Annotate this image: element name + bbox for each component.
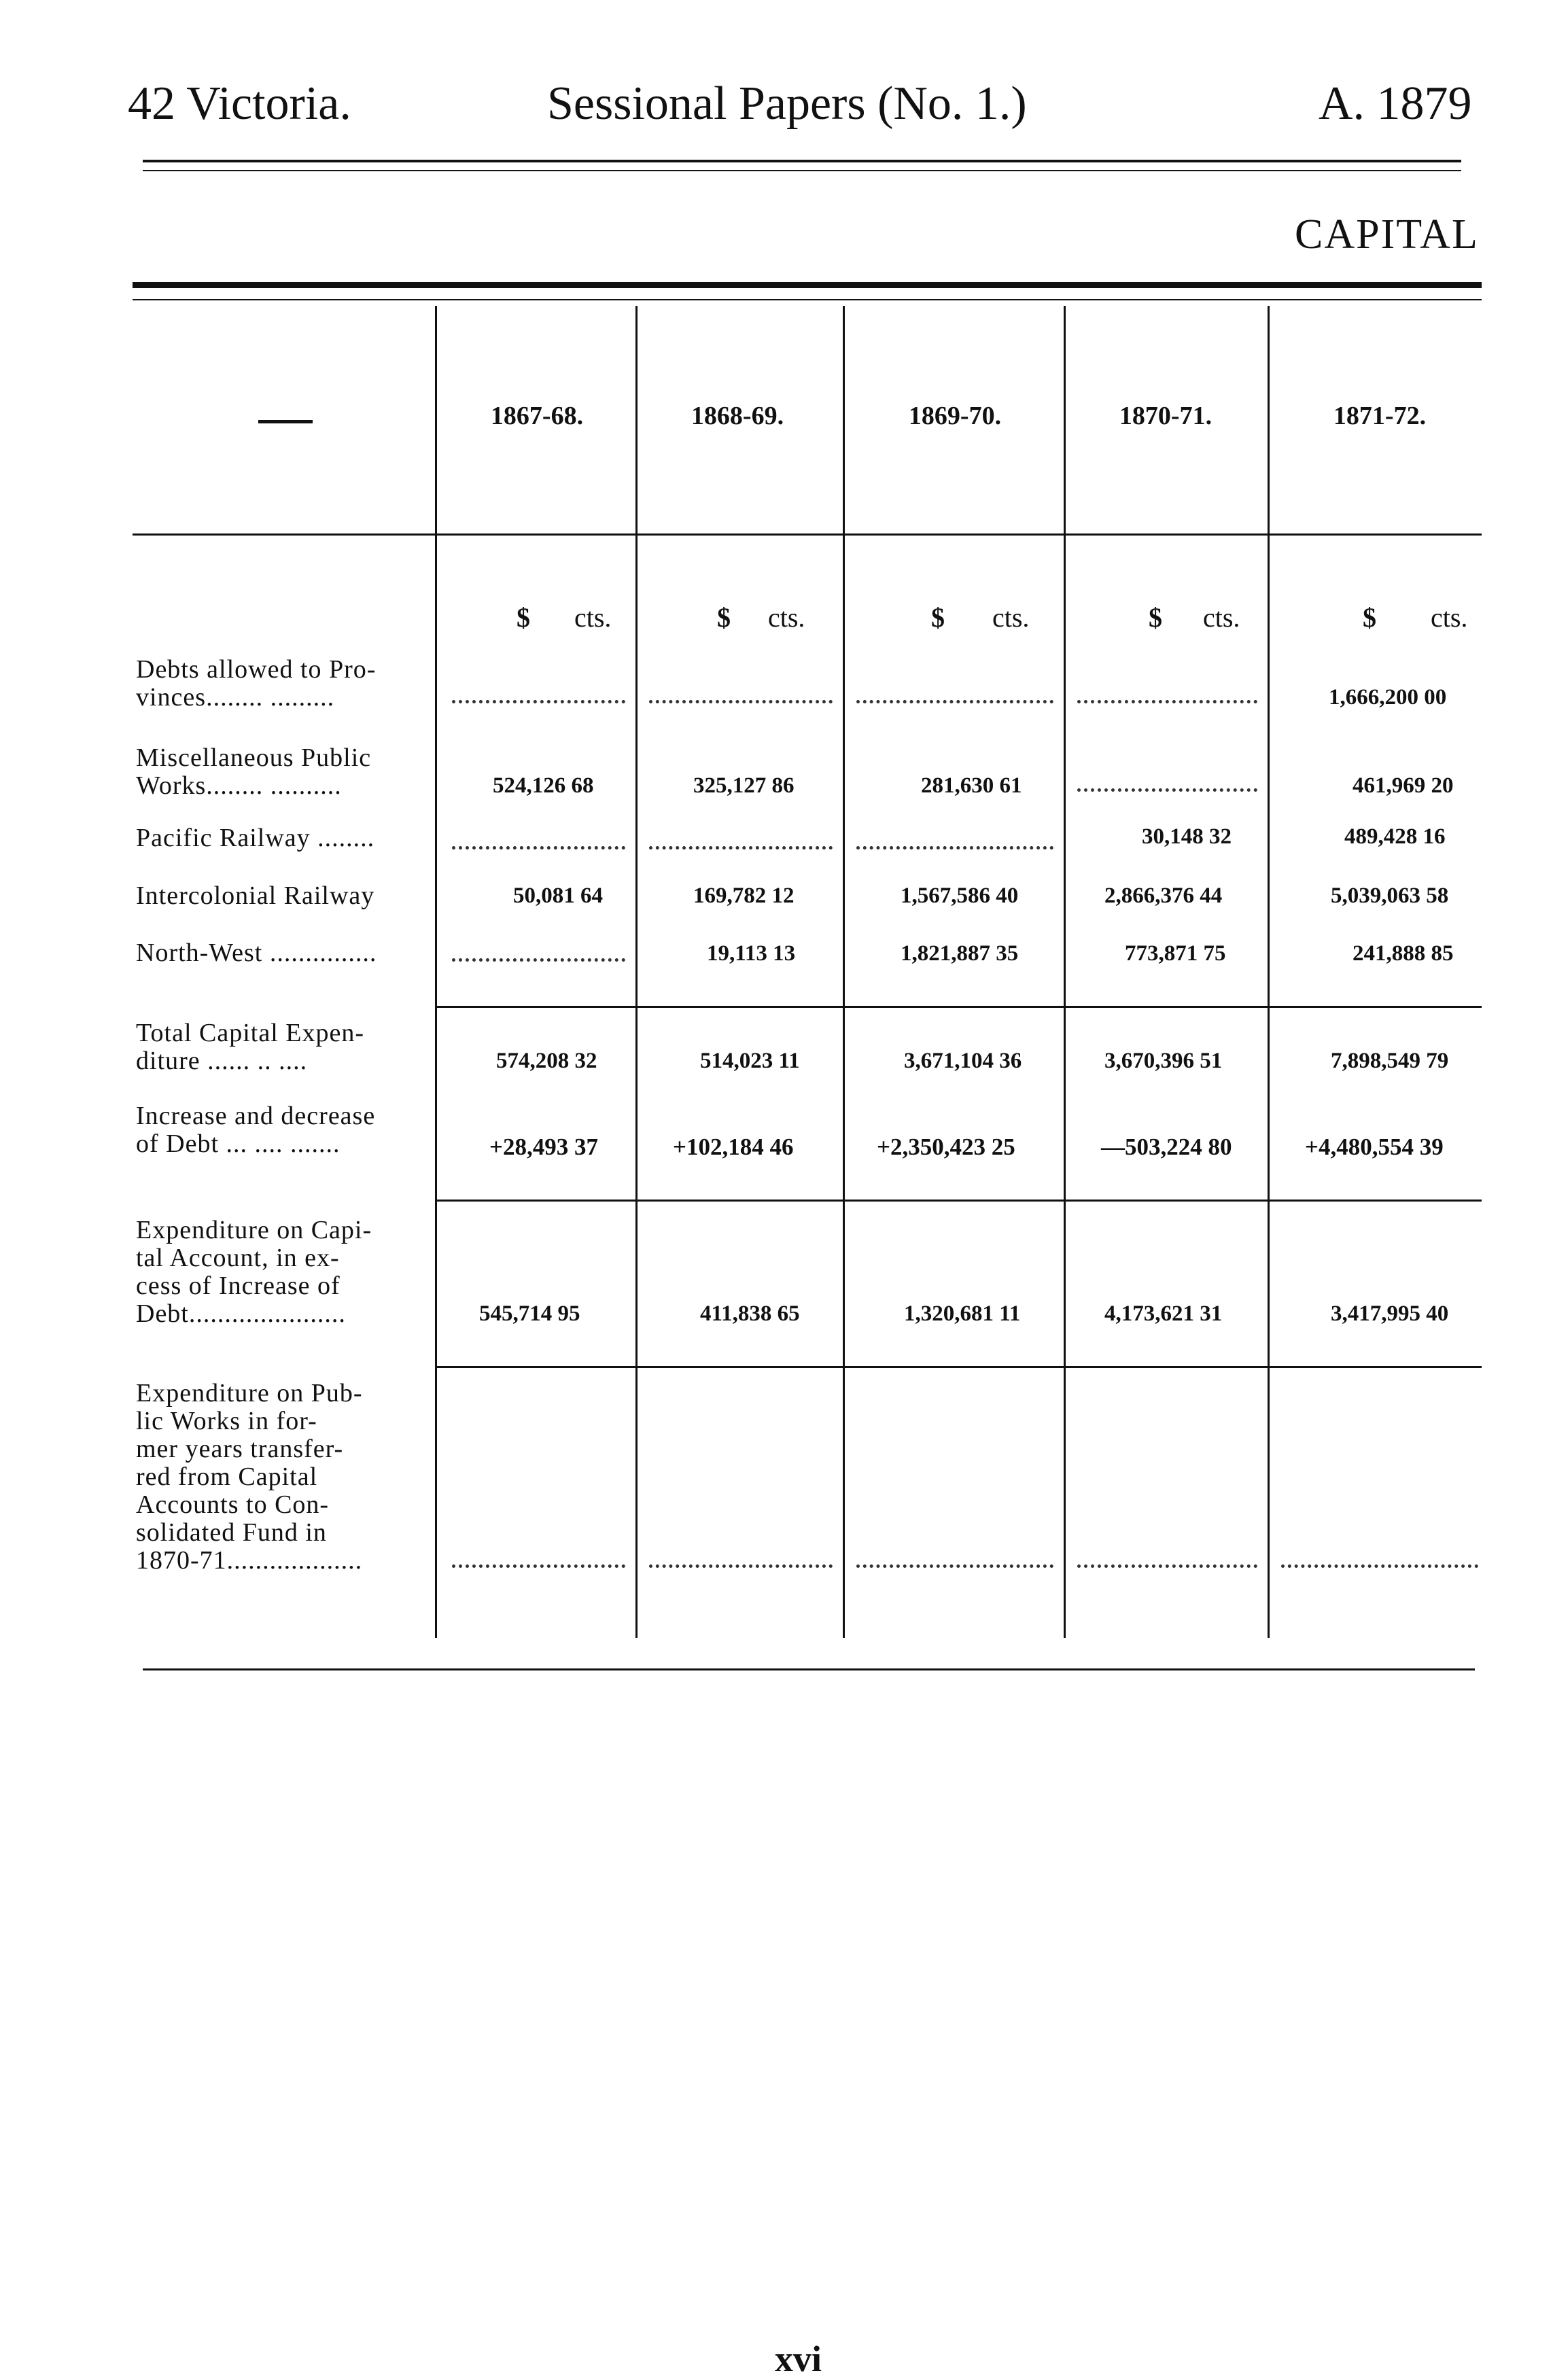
table-section-rule — [435, 1006, 1482, 1008]
header-rule — [143, 160, 1461, 162]
empty-cell-leader — [649, 846, 833, 850]
table-cell: 524,126 68 — [493, 773, 594, 798]
corner-dash — [258, 420, 313, 423]
column-header-1869: 1869-70. — [908, 402, 1002, 430]
table-cell: +2,350,423 25 — [877, 1134, 1015, 1160]
table-section-rule — [435, 1366, 1482, 1368]
table-cell: 3,417,995 40 — [1331, 1301, 1449, 1326]
row-label-debts-provinces: Debts allowed to Pro- vinces........ ......... — [136, 655, 377, 712]
table-cell: 3,670,396 51 — [1104, 1049, 1223, 1073]
row-label-pacific-railway: Pacific Railway ........ — [136, 824, 375, 852]
column-divider — [435, 306, 437, 1638]
table-section-rule — [435, 1200, 1482, 1202]
header-year: A. 1879 — [1319, 77, 1472, 130]
table-header-rule — [133, 533, 1482, 536]
empty-cell-leader — [452, 700, 625, 703]
empty-cell-leader — [856, 1564, 1053, 1568]
row-label-intercolonial-railway: Intercolonial Railway — [136, 881, 375, 910]
table-cell: 7,898,549 79 — [1331, 1049, 1449, 1073]
table-cell: 281,630 61 — [921, 773, 1022, 798]
empty-cell-leader — [856, 846, 1053, 850]
section-title: CAPITAL — [1295, 211, 1479, 258]
empty-cell-leader — [649, 700, 833, 703]
table-cell: 461,969 20 — [1353, 773, 1454, 798]
column-divider — [1268, 306, 1270, 1638]
row-label-expenditure-public-works: Expenditure on Pub- lic Works in for- mer years transfer- red from Capital Accounts to Con- solidated Fund in 1870-71................... — [136, 1379, 363, 1575]
table-cell: +4,480,554 39 — [1305, 1134, 1444, 1160]
table-cell: 169,782 12 — [693, 883, 795, 908]
empty-cell-leader — [856, 700, 1053, 703]
table-cell: 30,148 32 — [1142, 824, 1232, 849]
empty-cell-leader — [452, 846, 625, 850]
column-header-1870: 1870-71. — [1119, 402, 1212, 430]
row-label-misc-public-works: Miscellaneous Public Works........ .......... — [136, 743, 372, 800]
unit-cents: cts. — [768, 602, 805, 633]
column-divider — [843, 306, 845, 1638]
table-cell: 2,866,376 44 — [1104, 883, 1223, 908]
table-cell: 514,023 11 — [700, 1049, 800, 1073]
title-rule-thick — [133, 282, 1482, 288]
table-bottom-rule — [143, 1668, 1475, 1670]
column-header-1871: 1871-72. — [1333, 402, 1427, 430]
empty-cell-leader — [1281, 1564, 1478, 1568]
table-cell: 545,714 95 — [479, 1301, 580, 1326]
table-cell: 574,208 32 — [496, 1049, 597, 1073]
unit-dollar: $ — [1149, 602, 1162, 633]
row-label-expenditure-capital: Expenditure on Capi- tal Account, in ex- cess of Increase of Debt...................... — [136, 1216, 372, 1328]
table-cell: 1,567,586 40 — [901, 883, 1019, 908]
table-cell: 773,871 75 — [1125, 941, 1226, 966]
row-label-north-west: North-West ............... — [136, 939, 377, 967]
table-cell: 1,666,200 00 — [1329, 685, 1447, 710]
column-divider — [1064, 306, 1066, 1638]
table-cell: 1,320,681 11 — [904, 1301, 1021, 1326]
empty-cell-leader — [452, 958, 625, 962]
table-cell: 489,428 16 — [1344, 824, 1446, 849]
unit-dollar: $ — [1363, 602, 1376, 633]
empty-cell-leader — [1077, 1564, 1257, 1568]
unit-dollar: $ — [517, 602, 530, 633]
table-cell: 241,888 85 — [1353, 941, 1454, 966]
table-cell: 1,821,887 35 — [901, 941, 1019, 966]
column-divider — [635, 306, 638, 1638]
header-rule-thin — [143, 170, 1461, 171]
empty-cell-leader — [649, 1564, 833, 1568]
header-volume: 42 Victoria. — [128, 77, 351, 130]
unit-dollar: $ — [931, 602, 945, 633]
empty-cell-leader — [1077, 788, 1257, 792]
row-label-total-capital: Total Capital Expen- diture ...... .. .... — [136, 1019, 365, 1075]
unit-dollar: $ — [717, 602, 731, 633]
table-cell: 19,113 13 — [707, 941, 796, 966]
table-cell: —503,224 80 — [1101, 1134, 1232, 1160]
empty-cell-leader — [1077, 700, 1257, 703]
unit-cents: cts. — [1431, 602, 1468, 633]
table-cell: 4,173,621 31 — [1104, 1301, 1223, 1326]
header-series: Sessional Papers (No. 1.) — [547, 77, 1027, 130]
column-header-1868: 1868-69. — [691, 402, 784, 430]
page-number: xvi — [775, 2339, 822, 2379]
table-cell: 411,838 65 — [700, 1301, 800, 1326]
column-header-1867: 1867-68. — [490, 402, 584, 430]
table-cell: 325,127 86 — [693, 773, 795, 798]
table-cell: 50,081 64 — [513, 883, 603, 908]
table-cell: 5,039,063 58 — [1331, 883, 1449, 908]
unit-cents: cts. — [574, 602, 612, 633]
table-cell: +102,184 46 — [673, 1134, 794, 1160]
table-cell: 3,671,104 36 — [904, 1049, 1022, 1073]
title-rule-thin — [133, 299, 1482, 300]
unit-cents: cts. — [1203, 602, 1240, 633]
row-label-increase-debt: Increase and decrease of Debt ... .... ....... — [136, 1102, 376, 1158]
unit-cents: cts. — [992, 602, 1030, 633]
table-cell: +28,493 37 — [489, 1134, 598, 1160]
empty-cell-leader — [452, 1564, 625, 1568]
